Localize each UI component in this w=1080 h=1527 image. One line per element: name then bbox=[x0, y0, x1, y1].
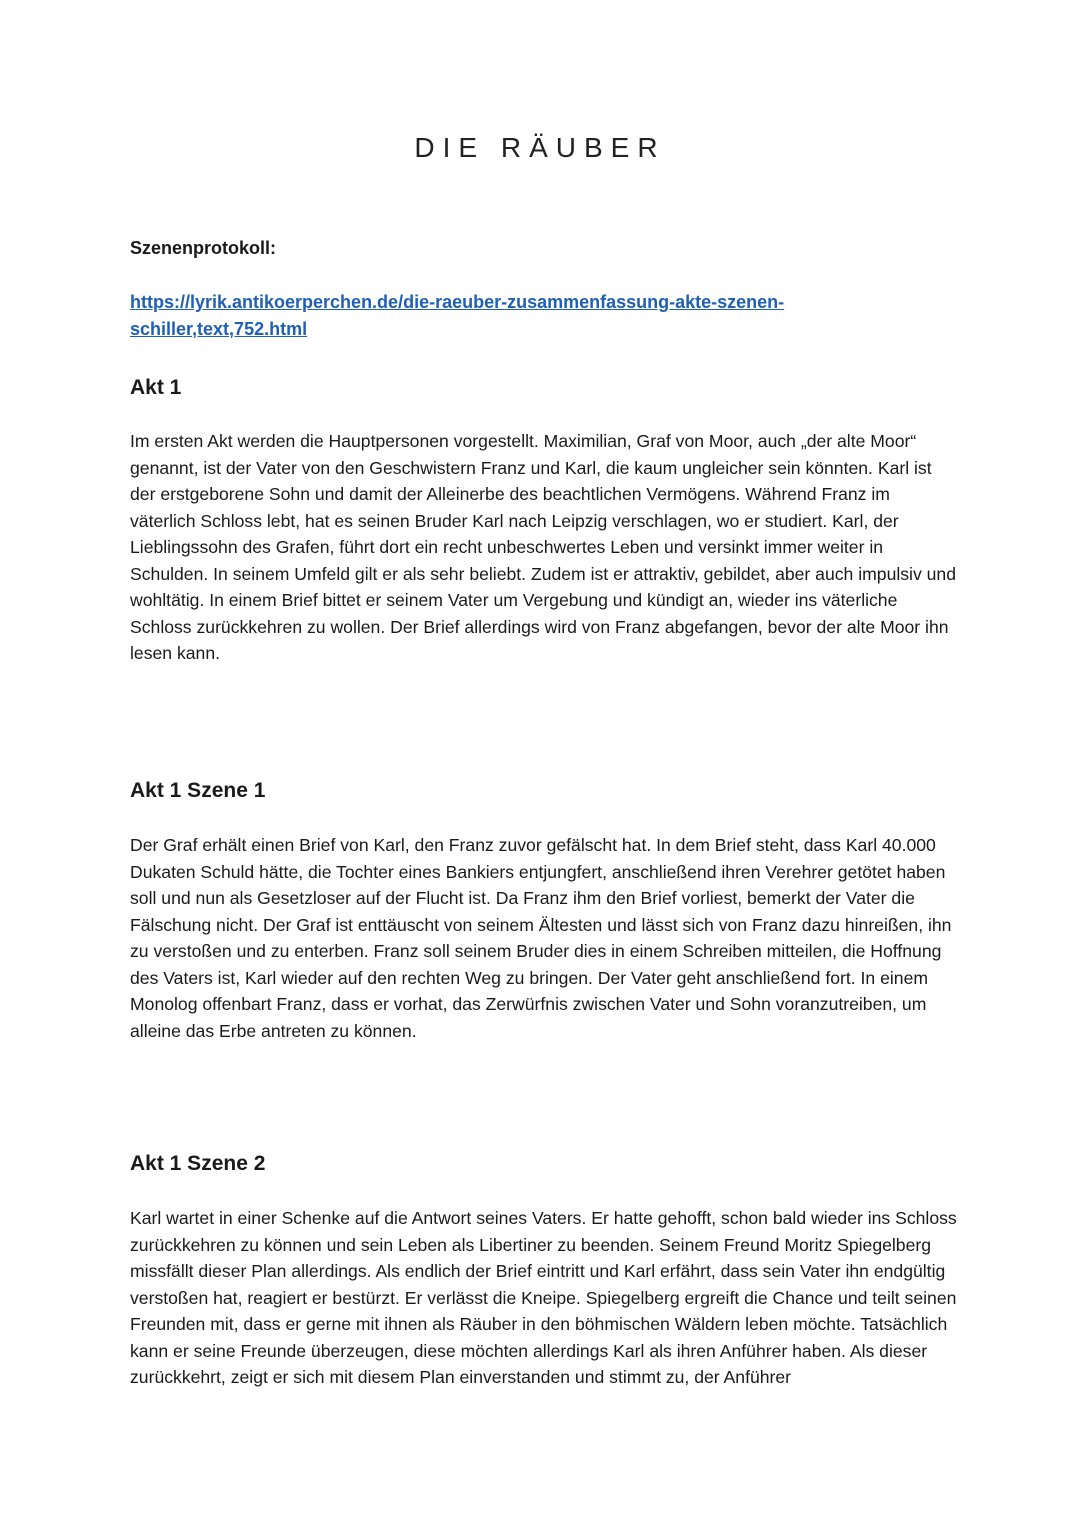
section-heading-akt-1-szene-1: Akt 1 Szene 1 bbox=[130, 779, 266, 802]
section-heading-akt-1: Akt 1 bbox=[130, 376, 182, 399]
section-text-akt-1-szene-1: Der Graf erhält einen Brief von Karl, den Franz zuvor gefälscht hat. In dem Brief steht, dass Karl 40.000 Dukaten Schuld hätte, die Tochter eines Bankiers entjungfert, anschließend ihren Verehrer getötet haben soll und nun als Gesetzloser auf der Flucht ist. Da Franz ihm den Brief vorliest, bemerkt der Vater die Fälschung nicht. Der Graf ist enttäuscht von seinem Ältesten und lässt sich von Franz dazu hinreißen, ihn zu verstoßen und zu enterben. Franz soll seinem Bruder dies in einem Schreiben mitteilen, die Hoffnung des Vaters ist, Karl wieder auf den rechten Weg zu bringen. Der Vater geht anschließend fort. In einem Monolog offenbart Franz, dass er vorhat, das Zerwürfnis zwischen Vater und Sohn voranzutreiben, um alleine das Erbe antreten zu können. bbox=[130, 835, 952, 1041]
document-title: DIE RÄUBER bbox=[414, 132, 666, 163]
protocol-link[interactable]: https://lyrik.antikoerperchen.de/die-raeuber-zusammenfassung-akte-szenen-schiller,text,752.html bbox=[130, 292, 785, 339]
protocol-label: Szenenprotokoll: bbox=[130, 238, 277, 258]
section-text-akt-1: Im ersten Akt werden die Hauptpersonen vorgestellt. Maximilian, Graf von Moor, auch „der alte Moor“ genannt, ist der Vater von den Geschwistern Franz und Karl, die kaum ungleicher sein könnten. Karl ist der erstgeborene Sohn und damit der Alleinerbe des beachtlichen Vermögens. Während Franz im väterlich Schloss lebt, hat es seinen Bruder Karl nach Leipzig verschlagen, wo er studiert. Karl, der Lieblingssohn des Grafen, führt dort ein recht unbeschwertes Leben und versinkt immer weiter in Schulden. In seinem Umfeld gilt er als sehr beliebt. Zudem ist er attraktiv, gebildet, aber auch impulsiv und wohltätig. In einem Brief bittet er seinem Vater um Vergebung und kündigt an, wieder ins väterliche Schloss zurückkehren zu wollen. Der Brief allerdings wird von Franz abgefangen, bevor der alte Moor ihn lesen kann. bbox=[130, 431, 957, 663]
section-text-akt-1-szene-2: Karl wartet in einer Schenke auf die Antwort seines Vaters. Er hatte gehofft, schon bald wieder ins Schloss zurückkehren zu können und sein Leben als Libertiner zu beenden. Seinem Freund Moritz Spiegelberg missfällt dieser Plan allerdings. Als endlich der Brief eintritt und Karl erfährt, dass sein Vater ihn endgültig verstoßen hat, reagiert er bestürzt. Er verlässt die Kneipe. Spiegelberg ergreift die Chance und teilt seinen Freunden mit, dass er gerne mit ihnen als Räuber in den böhmischen Wäldern leben möchte. Tatsächlich kann er seine Freunde überzeugen, diese möchten allerdings Karl als ihren Anführer haben. Als dieser zurückkehrt, zeigt er sich mit diesem Plan einverstanden und stimmt zu, der Anführer bbox=[130, 1208, 957, 1387]
section-heading-akt-1-szene-2: Akt 1 Szene 2 bbox=[130, 1152, 266, 1175]
